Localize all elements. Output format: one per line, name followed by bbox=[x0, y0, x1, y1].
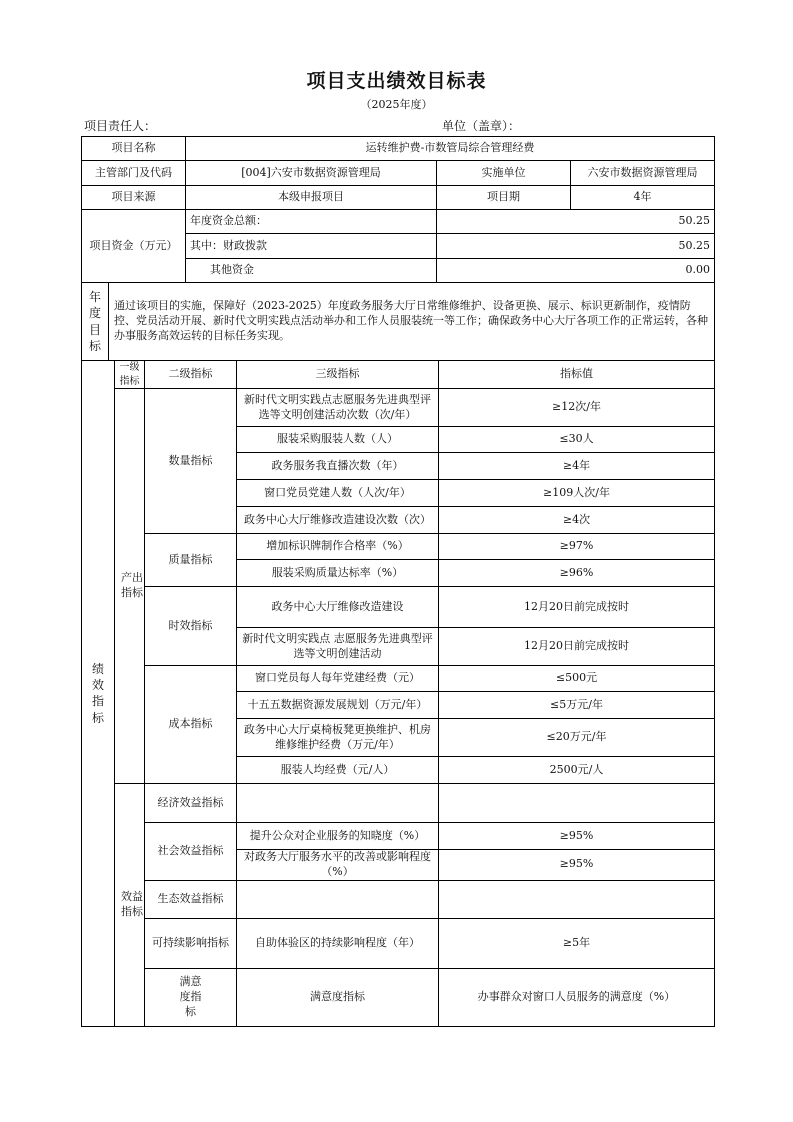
indicator-value: ≤30人 bbox=[439, 427, 715, 453]
col-level2-header: 二级指标 bbox=[145, 361, 237, 389]
indicator-value: ≥4次 bbox=[439, 507, 715, 534]
annual-goal-table bbox=[81, 282, 715, 361]
period-value: 4年 bbox=[571, 186, 715, 210]
indicator-name: 办事群众对窗口人员服务的满意度（%） bbox=[439, 968, 715, 1026]
indicator-value: ≤20万元/年 bbox=[439, 719, 715, 757]
quantity-indicators-label: 数量指标 bbox=[145, 389, 237, 534]
dept-value: [004]六安市数据资源管理局 bbox=[186, 161, 437, 186]
annual-goal-label: 年度目标 bbox=[82, 283, 109, 361]
quality-indicators-label: 质量指标 bbox=[145, 534, 237, 587]
funds-label: 项目资金（万元） bbox=[82, 210, 186, 283]
source-value: 本级申报项目 bbox=[186, 186, 437, 210]
indicator-name: 政务中心大厅维修改造建设 bbox=[237, 587, 439, 628]
indicator-name: 服装采购服装人数（人） bbox=[237, 427, 439, 453]
source-label: 项目来源 bbox=[82, 186, 186, 210]
indicator-value bbox=[439, 880, 715, 918]
col-value-header: 指标值 bbox=[439, 361, 715, 389]
satisfaction-level1-label: 满意度指标 bbox=[145, 968, 237, 1026]
indicator-value: ≥95% bbox=[439, 850, 715, 881]
indicators-table bbox=[81, 360, 715, 1027]
total-funds-label: 年度资金总额： bbox=[186, 210, 437, 234]
indicator-value: 12月20日前完成按时 bbox=[439, 587, 715, 628]
other-funds-label: 其他资金 bbox=[186, 259, 437, 283]
social-benefit-label: 社会效益指标 bbox=[145, 823, 237, 881]
other-funds-value: 0.00 bbox=[437, 259, 715, 283]
indicator-value: ≥109人次/年 bbox=[439, 480, 715, 507]
page-title: 项目支出绩效目标表 bbox=[306, 70, 487, 92]
dept-label: 主管部门及代码 bbox=[82, 161, 186, 186]
fiscal-funds-value: 50.25 bbox=[437, 234, 715, 259]
indicator-name: 服装人均经费（元/人） bbox=[237, 757, 439, 784]
indicator-name: 窗口党员党建人数（人次/年） bbox=[237, 480, 439, 507]
indicator-value: ≥5年 bbox=[439, 918, 715, 968]
indicator-name: 十五五数据资源发展规划（万元/年） bbox=[237, 692, 439, 719]
project-name-value: 运转维护费-市数管局综合管理经费 bbox=[186, 137, 715, 161]
year-subtitle: （2025年度） bbox=[360, 98, 433, 111]
indicator-value: ≤500元 bbox=[439, 666, 715, 692]
indicator-name: 新时代文明实践点 志愿服务先进典型评选等文明创建活动 bbox=[237, 628, 439, 666]
sustainable-impact-label: 可持续影响指标 bbox=[145, 918, 237, 968]
indicator-name bbox=[237, 880, 439, 918]
satisfaction-level2-label: 满意度指标 bbox=[237, 968, 439, 1026]
indicator-value: ≥4年 bbox=[439, 453, 715, 480]
indicator-name: 政务中心大厅桌椅板凳更换维护、机房维修维护经费（万元/年） bbox=[237, 719, 439, 757]
project-info-table bbox=[81, 136, 715, 210]
annual-goal-text: 通过该项目的实施，保障好（2023-2025）年度政务服务大厅日常维修维护、设备更换、展示、标识更新制作，疫情防控、党员活动开展、新时代文明实践点活动举办和工作人员服装统一等工作；确保政务中心大厅各项工作的正常运转，各种办事服务高效运转的目标任务实现。 bbox=[109, 283, 715, 361]
indicator-name: 政务中心大厅维修改造建设次数（次） bbox=[237, 507, 439, 534]
indicator-name: 自助体验区的持续影响程度（年） bbox=[237, 918, 439, 968]
indicator-value: ≥12次/年 bbox=[439, 389, 715, 427]
impl-label: 实施单位 bbox=[437, 161, 571, 186]
indicator-name: 增加标识牌制作合格率（%） bbox=[237, 534, 439, 560]
indicator-value: ≥97% bbox=[439, 534, 715, 560]
impl-value: 六安市数据资源管理局 bbox=[571, 161, 715, 186]
indicator-name: 政务服务我直播次数（年） bbox=[237, 453, 439, 480]
project-name-label: 项目名称 bbox=[82, 137, 186, 161]
benefit-indicators-label: 效益指标 bbox=[115, 784, 145, 1027]
indicator-value bbox=[439, 784, 715, 823]
output-indicators-label: 产出指标 bbox=[115, 389, 145, 784]
economic-benefit-label: 经济效益指标 bbox=[145, 784, 237, 823]
indicator-value: 2500元/人 bbox=[439, 757, 715, 784]
indicator-name: 服装采购质量达标率（%） bbox=[237, 560, 439, 587]
fiscal-funds-label: 其中：财政拨款 bbox=[186, 234, 437, 259]
col-level1-header: 一级指标 bbox=[115, 361, 145, 389]
performance-indicators-label: 绩效指标 bbox=[82, 361, 115, 1027]
cost-indicators-label: 成本指标 bbox=[145, 666, 237, 784]
timeliness-indicators-label: 时效指标 bbox=[145, 587, 237, 666]
unit-label: 单位（盖章）： bbox=[442, 119, 521, 133]
responsible-label: 项目责任人： bbox=[84, 119, 157, 133]
indicator-value: ≥96% bbox=[439, 560, 715, 587]
indicator-name: 窗口党员每人每年党建经费（元） bbox=[237, 666, 439, 692]
indicator-name: 对政务大厅服务水平的改善或影响程度（%） bbox=[237, 850, 439, 881]
indicator-name: 提升公众对企业服务的知晓度（%） bbox=[237, 823, 439, 850]
total-funds-value: 50.25 bbox=[437, 210, 715, 234]
ecological-benefit-label: 生态效益指标 bbox=[145, 880, 237, 918]
col-level3-header: 三级指标 bbox=[237, 361, 439, 389]
period-label: 项目期 bbox=[437, 186, 571, 210]
indicator-value: ≤5万元/年 bbox=[439, 692, 715, 719]
indicator-value: ≥95% bbox=[439, 823, 715, 850]
indicator-value: 12月20日前完成按时 bbox=[439, 628, 715, 666]
indicator-name bbox=[237, 784, 439, 823]
indicator-name: 新时代文明实践点志愿服务先进典型评选等文明创建活动次数（次/年） bbox=[237, 389, 439, 427]
funds-table bbox=[81, 209, 715, 283]
